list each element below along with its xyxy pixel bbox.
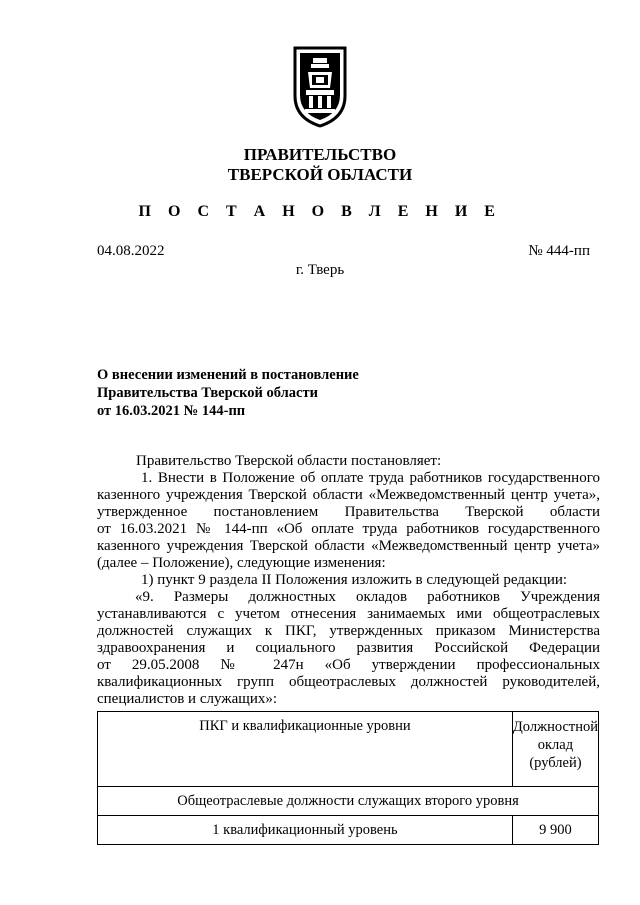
document-subject <box>97 366 359 420</box>
document-type-heading: П О С Т А Н О В Л Е Н И Е <box>138 203 502 220</box>
body-line: должностей служащих к ПКГ, утвержденных приказом Министерства <box>97 623 600 639</box>
qualification-level-cell: 1 квалификационный уровень <box>98 816 513 845</box>
body-line: Правительство Тверской области постановляет: <box>136 453 442 469</box>
body-line: устанавливаются с учетом отнесения занимаемых ими общеотраслевых <box>97 606 600 622</box>
header-text-line: (рублей) <box>529 755 582 771</box>
body-line: казенного учреждения Тверской области «Межведомственный центр учета», <box>97 487 600 503</box>
table-header-row <box>98 712 599 787</box>
document-body <box>97 453 600 708</box>
table-header-cell <box>512 712 598 787</box>
table-header-cell: ПКГ и квалификационные уровни <box>98 712 513 787</box>
header-text-line: оклад <box>537 737 574 753</box>
body-line: утвержденное постановлением Правительства Тверской области <box>97 504 600 520</box>
government-name-line2: ТВЕРСКОЙ ОБЛАСТИ <box>227 165 413 184</box>
salary-table <box>97 711 599 845</box>
subject-line: О внесении изменений в постановление <box>97 367 359 383</box>
subject-line: Правительства Тверской области <box>97 385 318 401</box>
body-line: от 29.05.2008 № 247н «Об утверждении профессиональных <box>97 657 600 673</box>
body-line: здравоохранения и социального развития Российской Федерации <box>97 640 600 656</box>
subject-line: от 16.03.2021 № 144-пп <box>97 403 246 419</box>
table-group-row <box>98 787 599 816</box>
document-date: 04.08.2022 <box>97 243 165 259</box>
body-line: 1. Внести в Положение об оплате труда работников государственного <box>141 470 600 486</box>
body-line: специалистов и служащих»: <box>97 691 278 707</box>
body-line: квалификационных групп общеотраслевых должностей руководителей, <box>97 674 600 690</box>
salary-amount-cell: 9 900 <box>512 816 598 845</box>
document-number: № 444-пп <box>528 243 590 259</box>
government-name-line1: ПРАВИТЕЛЬСТВО <box>243 145 397 164</box>
document-city: г. Тверь <box>295 262 345 278</box>
group-cell: Общеотраслевые должности служащих второго уровня <box>98 787 599 816</box>
body-line: казенного учреждения Тверской области «Межведомственный центр учета» <box>97 538 600 554</box>
header-text-line: Должностной <box>512 719 598 735</box>
table-row <box>98 816 599 845</box>
body-line: 1) пункт 9 раздела II Положения изложить в следующей редакции: <box>141 572 568 588</box>
body-line: от 16.03.2021 № 144-пп «Об оплате труда работников государственного <box>97 521 600 537</box>
body-line: (далее – Положение), следующие изменения: <box>97 555 386 571</box>
tver-coat-of-arms-emblem <box>291 44 349 128</box>
body-line: «9. Размеры должностных окладов работников Учреждения <box>135 589 600 605</box>
